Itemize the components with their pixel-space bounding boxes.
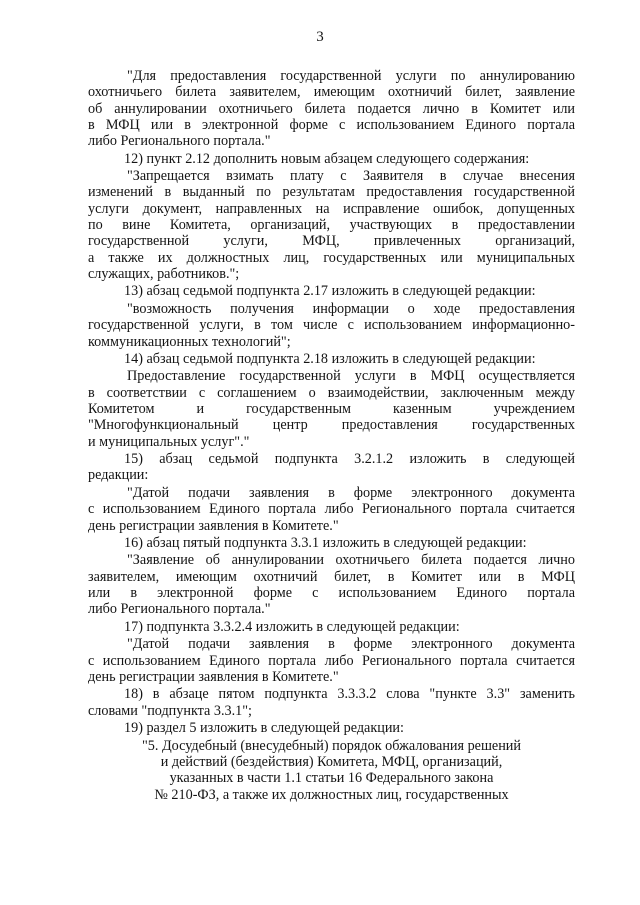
text-line: "возможность получения информации о ходе предоставления xyxy=(127,300,575,317)
text-line: в соответствии с соглашением о взаимодействии, заключенным между xyxy=(88,384,575,401)
text-line: служащих, работников."; xyxy=(88,265,240,282)
page-number: 3 xyxy=(316,29,324,45)
text-line: по вине Комитета, организаций, участвующих в предоставлении xyxy=(88,217,575,234)
text-line: 15) абзац седьмой подпункта 3.2.1.2 изложить в следующей xyxy=(124,451,575,468)
text-line: "Датой подачи заявления в форме электронного документа xyxy=(127,484,575,501)
paragraph-quote-5 xyxy=(88,485,575,534)
text-line: с использованием Единого портала либо Регионального портала считается xyxy=(88,501,575,518)
text-line: или в электронной форме с использованием Единого портала xyxy=(88,585,575,602)
text-line: день регистрации заявления в Комитете." xyxy=(88,517,339,534)
text-line: а также их должностных лиц, государственных или муниципальных xyxy=(88,249,575,266)
text-line: "Для предоставления государственной услуги по аннулированию xyxy=(127,68,575,84)
text-line: охотничьего билета заявителем, имеющим охотничий билет, заявление xyxy=(88,84,575,101)
text-line: 17) подпункта 3.3.2.4 изложить в следующей редакции: xyxy=(124,618,460,635)
text-line: словами "подпункта 3.3.1"; xyxy=(88,702,252,719)
paragraph-item-15 xyxy=(88,451,575,484)
text-line: день регистрации заявления в Комитете." xyxy=(88,668,339,685)
heading-line: и действий (бездействия) Комитета, МФЦ, организаций, xyxy=(160,753,503,770)
paragraph-quote-7 xyxy=(88,636,575,685)
text-line: 19) раздел 5 изложить в следующей редакции: xyxy=(124,720,404,737)
paragraph-item-14 xyxy=(88,351,575,367)
text-line: "Запрещается взимать плату с Заявителя в случае внесения xyxy=(127,168,575,185)
text-line: заявителем, имеющим охотничий билет, в Комитет или в МФЦ xyxy=(88,568,575,585)
paragraph-item-16 xyxy=(88,535,575,551)
text-line: 16) абзац пятый подпункта 3.3.1 изложить в следующей редакции: xyxy=(124,535,527,551)
text-line: редакции: xyxy=(88,467,149,484)
text-line: в МФЦ или в электронной форме с использованием Единого портала xyxy=(88,116,575,133)
document-body xyxy=(88,68,575,804)
text-line: об аннулировании охотничьего билета подается лично в Комитет или xyxy=(88,100,575,117)
paragraph-item-18 xyxy=(88,686,575,719)
heading-line: "5. Досудебный (внесудебный) порядок обжалования решений xyxy=(142,737,521,754)
text-line: изменений в выданный по результатам предоставления государственной xyxy=(88,184,575,201)
paragraph-item-19 xyxy=(88,720,575,736)
text-line: 13) абзац седьмой подпункта 2.17 изложить в следующей редакции: xyxy=(124,283,536,300)
paragraph-quote-6 xyxy=(88,552,575,617)
heading-line: указанных в части 1.1 статьи 16 Федерального закона xyxy=(169,770,494,787)
text-line: Комитетом и государственным казенным учреждением xyxy=(88,401,575,418)
text-line: либо Регионального портала." xyxy=(88,133,271,150)
text-line: "Датой подачи заявления в форме электронного документа xyxy=(127,636,575,653)
section-5-heading xyxy=(88,738,575,803)
paragraph-quote-1 xyxy=(88,68,575,149)
text-line: государственной услуги, МФЦ, привлеченных организаций, xyxy=(88,233,575,250)
text-line: 12) пункт 2.12 дополнить новым абзацем следующего содержания: xyxy=(124,150,530,167)
text-line: "Заявление об аннулировании охотничьего билета подается лично xyxy=(127,552,575,569)
paragraph-quote-3 xyxy=(88,301,575,350)
paragraph-quote-4 xyxy=(88,368,575,449)
paragraph-quote-2 xyxy=(88,168,575,282)
paragraph-item-17 xyxy=(88,619,575,635)
text-line: и муниципальных услуг"." xyxy=(88,433,250,450)
paragraph-item-13 xyxy=(88,283,575,299)
heading-line: № 210-ФЗ, а также их должностных лиц, государственных xyxy=(154,786,509,803)
text-line: с использованием Единого портала либо Регионального портала считается xyxy=(88,652,575,669)
text-line: "Многофункциональный центр предоставления государственных xyxy=(88,417,575,434)
text-line: 18) в абзаце пятом подпункта 3.3.3.2 слова "пункте 3.3" заменить xyxy=(124,686,575,703)
text-line: либо Регионального портала." xyxy=(88,601,271,618)
text-line: 14) абзац седьмой подпункта 2.18 изложить в следующей редакции: xyxy=(124,350,536,367)
paragraph-item-12 xyxy=(88,151,575,167)
text-line: государственной услуги, в том числе с использованием информационно- xyxy=(88,317,575,334)
text-line: Предоставление государственной услуги в МФЦ осуществляется xyxy=(127,368,575,385)
text-line: коммуникационных технологий"; xyxy=(88,333,291,350)
text-line: услуги документ, направленных на исправление ошибок, допущенных xyxy=(88,200,575,217)
